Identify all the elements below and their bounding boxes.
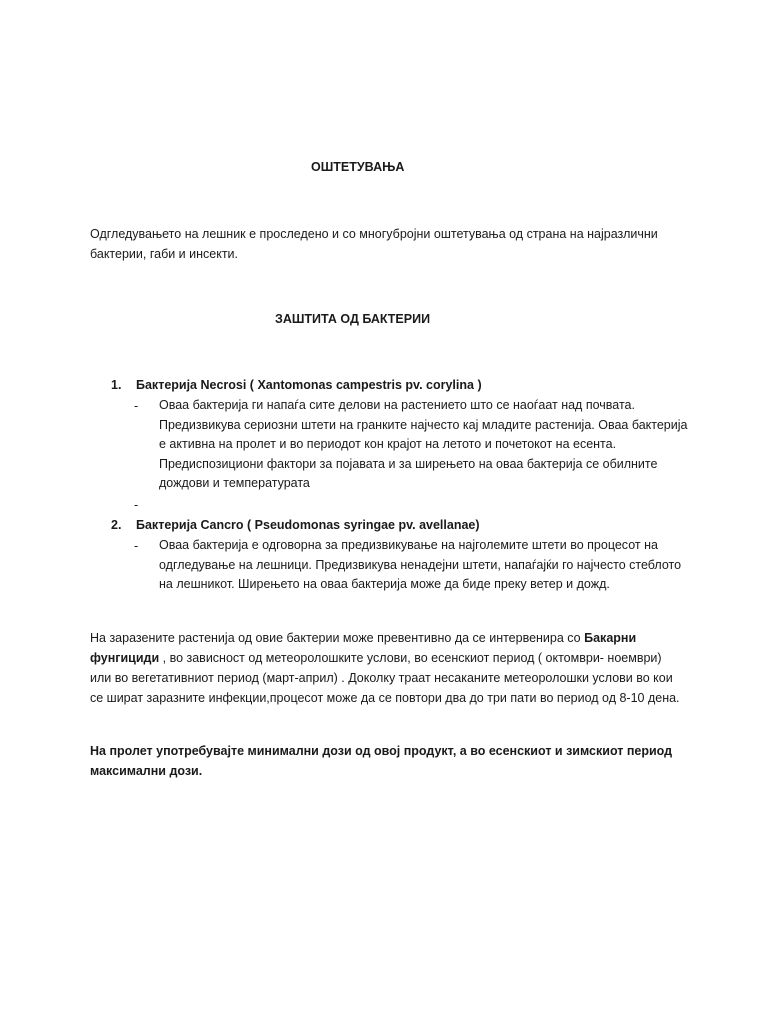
list-item-title: [111, 515, 480, 535]
heading-bacteria-protection: ЗАШТИТА ОД БАКТЕРИИ: [275, 312, 431, 326]
bullet-text: Оваа бактерија е одговорна за предизвикување на најголемите штети во процесот на одгледување на лешници. Предизвикува ненадејни штети, напаѓајќи го најчесто стеблото на лешникот. Ширењето на оваа бактерија може да биде преку ветер и дожд.: [159, 538, 682, 591]
latin-name: Xantomonas campestris pv. corylina: [257, 378, 474, 392]
dosage-paragraph: На пролет употребувајте минимални дози од овој продукт, а во есенскиот и зимскиот период максимални дози.: [90, 744, 673, 778]
title-prefix: Бактерија Necrosi (: [136, 378, 258, 392]
treatment-text-before: На заразените растенија од овие бактерии може превентивно да се интервенира со: [90, 631, 585, 645]
bullet-text: Оваа бактерија ги напаѓа сите делови на растението што се наоѓаат над почвата. Предизвикува сериозни штети на гранките најчесто кај младите растенија. Оваа бактерија е активна на пролет и во периодот кон крајот на летото и почетокот на есента. Предиспозициони фактори за појавата и за ширењето на оваа бактерија се обилните дождови и температурата: [159, 398, 688, 490]
title-suffix: ): [473, 378, 482, 392]
heading-damages: ОШТЕТУВАЊА: [311, 160, 405, 174]
latin-name: Pseudomonas syringae pv. avellanae: [254, 518, 476, 532]
empty-bullet-dash: -: [134, 498, 139, 512]
bullet-dash: -: [134, 399, 139, 413]
list-item-number: 2.: [111, 518, 122, 532]
title-prefix: Бактерија Cancro (: [136, 518, 255, 532]
treatment-paragraph: [90, 628, 680, 708]
list-item-title: [111, 375, 482, 395]
bullet-dash: -: [134, 539, 139, 553]
title-suffix: ): [475, 518, 480, 532]
list-item-number: 1.: [111, 378, 122, 392]
treatment-fungicide-emphasis: Бакарни фунгициди: [90, 631, 637, 665]
treatment-text-after: , во зависност од метеоролошките услови, во есенскиот период ( октомври- ноември) или во вегетативниот период (март-април) . Доколку траат несаканите метеоролошки услови во кои се шират заразните инфекции,процесот може да се повтори два до три пати во период од 8-10 дена.: [90, 651, 680, 705]
intro-paragraph: Одгледувањето на лешник е проследено и со многубројни оштетувања од страна на најразлични бактерии, габи и инсекти.: [90, 227, 658, 261]
